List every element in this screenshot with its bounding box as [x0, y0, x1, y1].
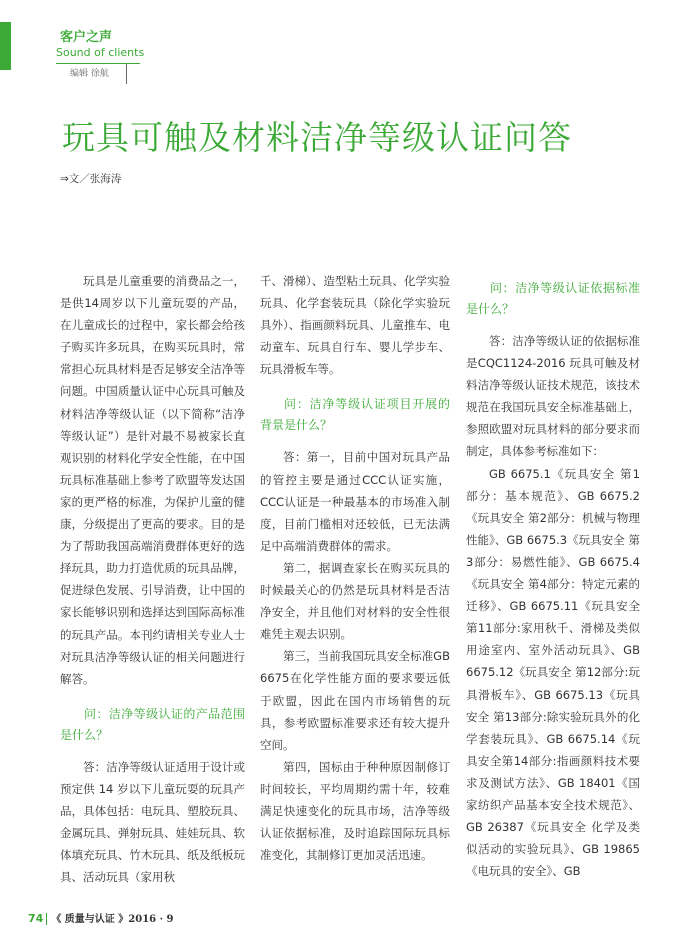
editor-credit: 编辑 徐航: [70, 69, 109, 79]
answer-paragraph: 第四，国标由于种种原因制修订时间较长，平均周期约需十年，较难满足快速变化的玩具市场，洁净等级认证依据标准，及时追踪国际玩具标准变化，其制修订更加灵活迅速。: [260, 759, 450, 863]
article-title: 玩具可触及材料洁净等级认证问答: [62, 118, 572, 157]
text-column-2: [260, 270, 450, 866]
text-column-1: [60, 270, 245, 888]
question-heading: [260, 394, 450, 436]
section-title-en: Sound of clients: [56, 46, 145, 59]
page-number: 74: [28, 912, 44, 925]
page-footer: [28, 912, 174, 927]
question-heading: [60, 704, 245, 746]
answer-paragraph: 第三，当前我国玩具安全标准GB 6675在化学性能方面的要求要远低于欧盟，因此在国内市场销售的玩具，参考欧盟标准要求还有较大提升空间。: [260, 649, 450, 752]
section-color-bar: [0, 22, 11, 70]
section-divider: [56, 63, 140, 64]
section-title: 客户之声: [60, 30, 113, 45]
footer-divider: [46, 913, 47, 925]
editor-divider: [126, 64, 127, 84]
question-heading: [466, 278, 640, 320]
answer-paragraph: 答：第一，目前中国对玩具产品的管控主要是通过CCC认证实施，CCC认证是一种最基本的市场准入制度，目前门槛相对还较低，已无法满足中高端消费群体的需求。: [260, 450, 450, 553]
magazine-issue: 《 质量与认证 》2016 · 9: [51, 914, 174, 925]
question-text: 问：洁净等级认证依据标准是什么？: [466, 281, 640, 316]
text-column-3: [466, 270, 640, 882]
author-byline: ⇒文／张海涛: [60, 173, 122, 185]
answer-paragraph-continued: 千、滑梯）、造型粘土玩具、化学实验玩具、化学套装玩具（除化学实验玩具外）、指画颜料玩具、儿童推车、电动童车、玩具自行车、婴儿学步车、玩具滑板车等。: [260, 274, 450, 377]
answer-paragraph: 答：洁净等级认证适用于设计或预定供 14 岁以下儿童玩耍的玩具产品，具体包括：电玩具、塑胶玩具、金属玩具、弹射玩具、娃娃玩具、软体填充玩具、竹木玩具、纸及纸板玩具、活动玩具（家用秋: [60, 759, 245, 885]
question-text: 问：洁净等级认证的产品范围是什么？: [60, 706, 245, 742]
standards-list-paragraph: GB 6675.1《玩具安全 第1部分：基本规范》、GB 6675.2《玩具安全 第2部分：机械与物理性能》、GB 6675.3《玩具安全 第3部分：易燃性能》、GB 6675.4《玩具安全 第4部分：特定元素的迁移》、GB 6675.11《玩具安全 第11部分:家用秋千、滑梯及类似用途室内、室外活动玩具》、GB 6675.12《玩具安全 第12部分:玩具滑板车》、GB 6675.13《玩具安全 第13部分:除实验玩具外的化学套装玩具》、GB 6675.14《玩具安全第14部分:指画颜料技术要求及测试方法》、GB 18401《国家纺织产品基本安全技术规范》、GB 26387《玩具安全 化学及类似活动的实验玩具》、GB 19865《电玩具的安全》、GB: [466, 466, 640, 879]
answer-paragraph: 第二，据调查家长在购买玩具的时候最关心的仍然是玩具材料是否洁净安全，并且他们对材料的安全性很难凭主观去识别。: [260, 560, 450, 642]
intro-paragraph: 玩具是儿童重要的消费品之一，是供14周岁以下儿童玩耍的产品，在儿童成长的过程中，家长都会给孩子购买许多玩具，在购买玩具时，常常担心玩具材料是否足够安全洁净等问题。中国质量认证中心玩具可触及材料洁净等级认证（以下简称“洁净等级认证”）是针对最不易被家长直观识别的材料化学安全性能，在中国玩具标准基础上参考了欧盟等发达国家的更严格的标准，为保护儿童的健康，分级提出了更高的要求。目的是为了帮助我国高端消费群体更好的选择玩具，助力打造优质的玩具品牌，促进绿色发展、引导消费，让中国的家长能够识别和选择达到国际高标准的玩具产品。本刊约请相关专业人士对玩具洁净等级认证的相关问题进行解答。: [60, 274, 245, 686]
question-text: 问：洁净等级认证项目开展的背景是什么？: [260, 397, 450, 433]
answer-paragraph: 答：洁净等级认证的依据标准是CQC1124-2016 玩具可触及材料洁净等级认证技术规范，该技术规范在我国玩具安全标准基础上，参照欧盟对玩具材料的部分要求而制定，具体参考标准如下：: [466, 334, 640, 459]
